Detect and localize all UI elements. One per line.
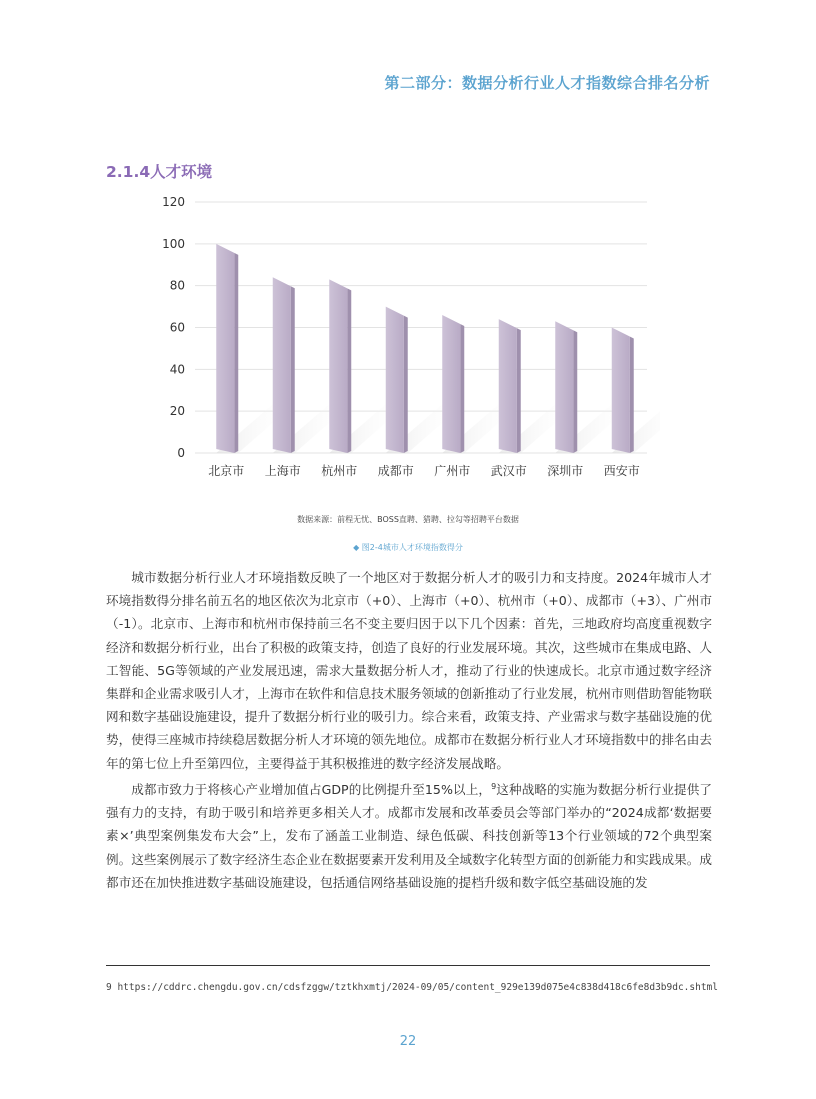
bar-side [234, 253, 238, 453]
y-tick-label: 20 [169, 404, 185, 419]
figure-caption: ◆ 图2-4城市人才环境指数得分 [353, 543, 463, 552]
x-tick-label: 西安市 [603, 464, 640, 478]
page-number: 22 [399, 1034, 417, 1049]
footnote: 9 https://cddrc.chengdu.gov.cn/cdsfzggw/tztkhxmtj/2024-09/05/content_929e139d075e4c838d418c6fe8d3b9dc.shtml [106, 982, 718, 993]
bar-front [555, 321, 573, 453]
footnote-divider [106, 965, 710, 966]
bar-side [347, 288, 351, 453]
y-tick-label: 100 [162, 236, 185, 251]
bar-西安市 [612, 328, 660, 454]
bar-front [216, 244, 234, 453]
bar-side [460, 324, 464, 453]
bar-front [499, 319, 517, 453]
bar-front [329, 279, 347, 453]
y-tick-label: 40 [169, 362, 185, 377]
paragraph-2-part-1: 成都市致力于将核心产业增加值占GDP的比例提升至15%以上， [131, 782, 492, 798]
x-tick-label: 北京市 [208, 464, 245, 478]
bar-side [630, 337, 634, 454]
paragraph-2-part-2: 这种战略的实施为数据分析行业提供了强有力的支持，有助于吸引和培养更多相关人才。成都市发展和改革委员会等部门举办的“2024成都‘数据要素×’典型案例集发布大会”上，发布了涵盖工业制造、绿色低碳、科技创新等13个行业领域的72个典型案例。这些案例展示了数字经济生态企业在数据要素开发利用及全域数字化转型方面的创新能力和实践成果。成都市还在加快推进数字基础设施建设，包括通信网络基础设施的提档升级和数字低空基础设施的发 [106, 782, 713, 890]
page-header-title: 第二部分：数据分析行业人才指数综合排名分析 [384, 74, 710, 92]
x-tick-label: 广州市 [434, 464, 471, 478]
section-title: 2.1.4人才环境 [106, 163, 213, 181]
x-tick-label: 深圳市 [547, 464, 584, 478]
bar-side [404, 316, 408, 453]
x-tick-label: 杭州市 [321, 464, 358, 478]
footnote-ref: 9 [491, 781, 497, 791]
paragraph-2 [106, 775, 712, 894]
bar-front [386, 307, 404, 453]
x-tick-label: 武汉市 [490, 464, 527, 478]
y-tick-label: 0 [177, 446, 185, 460]
body-text [106, 566, 712, 894]
y-tick-label: 60 [169, 320, 185, 335]
bar-side [573, 330, 577, 453]
bar-side [517, 328, 521, 453]
paragraph-1: 城市数据分析行业人才环境指数反映了一个地区对于数据分析人才的吸引力和支持度。2024年城市人才环境指数得分排名前五名的地区依次为北京市（+0）、上海市（+0）、杭州市（+0）、成都市（+3）、广州市（-1）。北京市、上海市和杭州市保持前三名不变主要归因于以下几个因素：首先，三地政府均高度重视数字经济和数据分析行业，出台了积极的政策支持，创造了良好的行业发展环境。其次，这些城市在集成电路、人工智能、5G等领域的产业发展迅速，需求大量数据分析人才，推动了行业的快速成长。北京市通过数字经济集群和企业需求吸引人才，上海市在软件和信息技术服务领域的创新推动了行业发展，杭州市则借助智能物联网和数字基础设施建设，提升了数据分析行业的吸引力。综合来看，政策支持、产业需求与数字基础设施的优势，使得三座城市持续稳居数据分析人才环境的领先地位。成都市在数据分析行业人才环境指数中的排名由去年的第七位上升至第四位，主要得益于其积极推进的数字经济发展战略。 [106, 570, 712, 771]
x-tick-label: 上海市 [264, 464, 301, 478]
y-tick-label: 120 [162, 195, 185, 209]
x-tick-label: 成都市 [377, 464, 414, 478]
bar-front [442, 315, 460, 453]
bar-front [612, 328, 630, 454]
bar-side [291, 286, 295, 453]
bar-chart [150, 190, 660, 490]
bar-front [273, 277, 291, 453]
chart-source: 数据来源：前程无忧、BOSS直聘、猎聘、拉勾等招聘平台数据 [297, 515, 519, 524]
y-tick-label: 80 [169, 278, 185, 293]
